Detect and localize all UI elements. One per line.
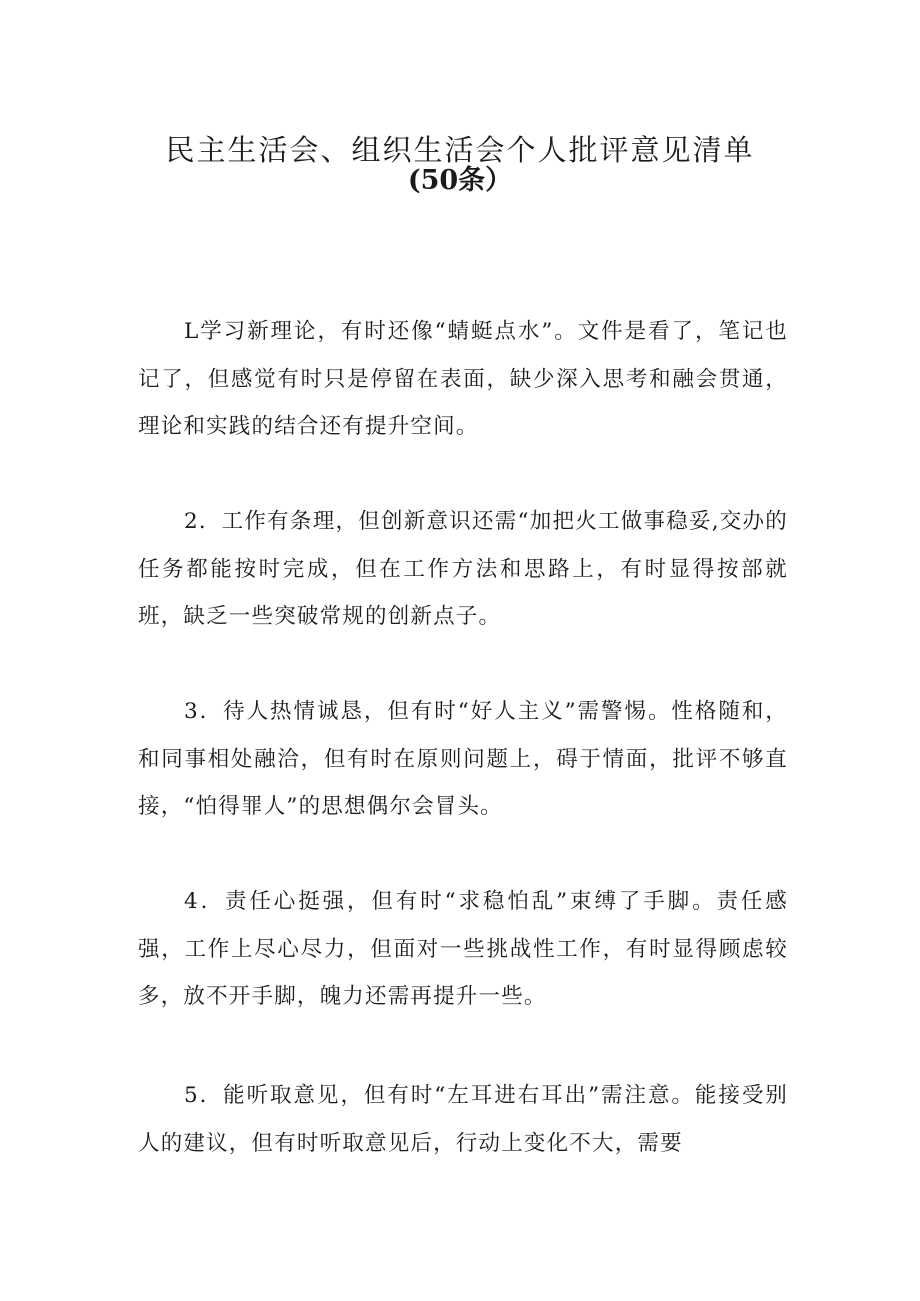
list-item: 4．责任心挺强，但有时“求稳怕乱”束缚了手脚。责任感强，工作上尽心尽力，但面对一些挑战性工作，有时显得顾虑较多，放不开手脚，魄力还需再提升一些。 — [138, 889, 788, 1009]
document-title: 民主生活会、组织生活会个人批评意见清单 — [165, 133, 755, 167]
list-item: 3．待人热情诚恳，但有时“好人主义”需警惕。性格随和，和同事相处融洽，但有时在原则问题上，碍于情面，批评不够直接，“怕得罪人”的思想偶尔会冒头。 — [138, 699, 788, 819]
list-item: 5．能听取意见，但有时“左耳进右耳出”需注意。能接受别人的建议，但有时听取意见后，行动上变化不大，需要 — [138, 1083, 788, 1156]
list-item: L学习新理论，有时还像“蜻蜓点水”。文件是看了，笔记也记了，但感觉有时只是停留在表面，缺少深入思考和融会贯通，理论和实践的结合还有提升空间。 — [138, 319, 788, 439]
list-item: 2．工作有条理，但创新意识还需“加把火工做事稳妥,交办的任务都能按时完成，但在工作方法和思路上，有时显得按部就班，缺乏一些突破常规的创新点子。 — [138, 509, 788, 629]
document-subtitle: (50条） — [407, 165, 513, 196]
